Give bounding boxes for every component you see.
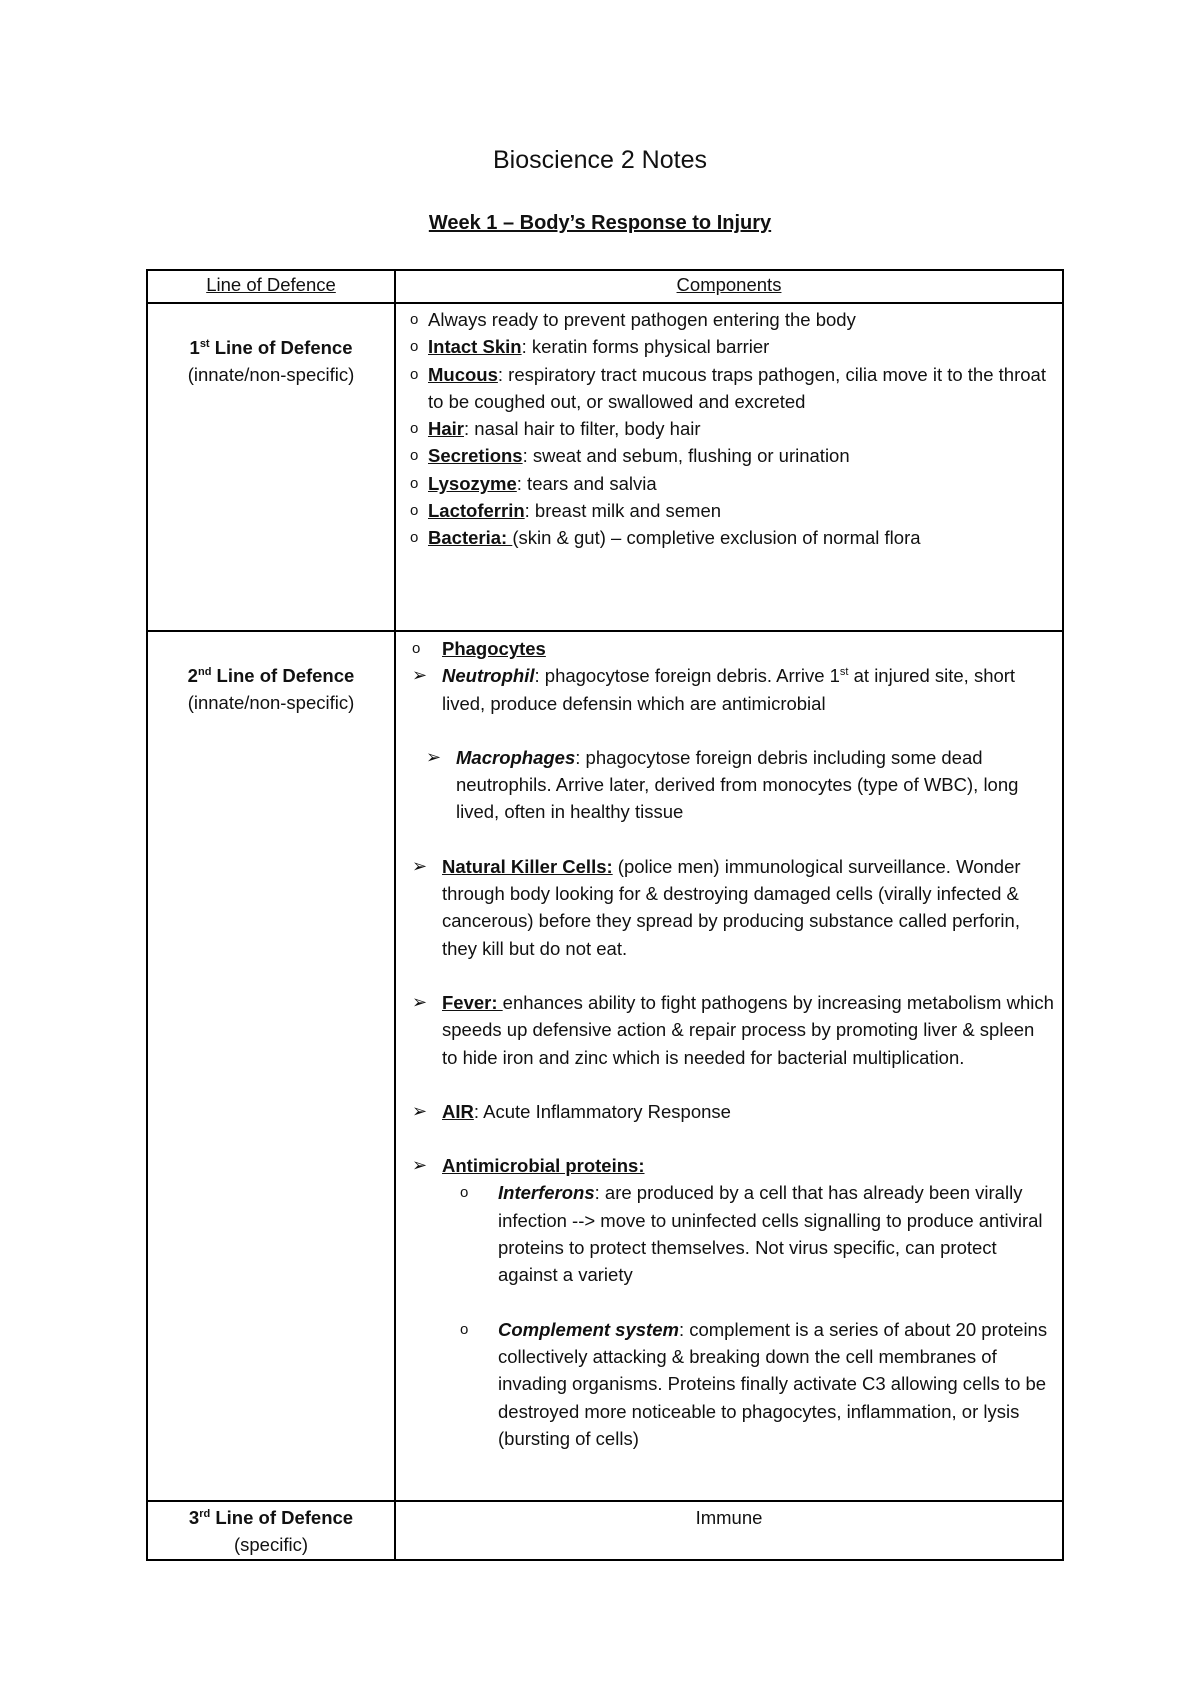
macrophage-term: Macrophages (456, 746, 576, 768)
first-line-item-text: : breast milk and semen (524, 500, 722, 522)
circle-bullet-icon: o (460, 1184, 469, 1202)
circle-bullet-icon: o (410, 311, 419, 328)
first-line-item-text: Always ready to prevent pathogen entering the body (428, 309, 856, 330)
table-row-second-line (147, 631, 1063, 1501)
first-line-list-item (410, 306, 1056, 333)
neutrophil-term: Neutrophil (442, 665, 535, 687)
table-header-row (147, 270, 1063, 303)
arrow-bullet-icon: ➢ (426, 746, 442, 767)
third-line-label: Line of Defence (210, 1507, 354, 1528)
table-row-third-line (147, 1501, 1063, 1560)
third-line-label-cell (147, 1501, 395, 1560)
first-line-list-item (410, 361, 1056, 416)
first-line-item-term: Lactoferrin (428, 500, 525, 522)
phagocytes-heading (412, 635, 1054, 662)
first-line-item-term: Lysozyme (428, 472, 517, 494)
first-line-item-text: : tears and salvia (516, 472, 657, 494)
defence-table (146, 269, 1064, 1561)
macrophage-item (426, 744, 1054, 826)
circle-bullet-icon: o (410, 365, 419, 383)
circle-bullet-icon: o (410, 474, 419, 492)
first-line-item-term: Bacteria: (428, 527, 513, 549)
fever-text: enhances ability to fight pathogens by increasing metabolism which speeds up defensive action & repair process by promoting liver & spleen to hide iron and zinc which is needed for bacterial multiplication. (442, 991, 1054, 1068)
first-line-ordinal: 1 (189, 337, 200, 358)
natural-killer-term: Natural Killer Cells: (442, 855, 613, 877)
arrow-bullet-icon: ➢ (412, 991, 428, 1012)
arrow-bullet-icon: ➢ (412, 1155, 428, 1176)
first-line-list-item (410, 333, 1056, 360)
interferons-item (460, 1179, 1054, 1288)
neutrophil-item (412, 662, 1054, 717)
second-line-label: Line of Defence (211, 665, 355, 686)
document-subtitle: Week 1 – Body’s Response to Injury (428, 212, 772, 234)
natural-killer-text: (police men) immunological surveillance. Wonder through body looking for & destroying damaged cells (virally infected & cancerous) before they spread by producing substance called perforin, they kill but do not eat. (442, 855, 1021, 959)
circle-bullet-icon: o (412, 640, 421, 657)
first-line-item-term: Secretions (428, 445, 523, 467)
third-line-ordinal: 3 (188, 1507, 200, 1528)
first-line-list-item (410, 524, 1056, 551)
header-line-of-defence: Line of Defence (147, 270, 395, 303)
interferons-term: Interferons (498, 1182, 595, 1204)
first-line-item-text: : nasal hair to filter, body hair (464, 418, 701, 440)
first-line-list-item (410, 442, 1056, 469)
first-line-label-cell (147, 303, 395, 631)
first-line-item-text: : sweat and sebum, flushing or urination (522, 445, 850, 467)
first-line-item-text: : respiratory tract mucous traps pathogen, cilia move it to the throat to be coughed out, or swallowed and excreted (428, 363, 1046, 412)
first-line-item-term: Intact Skin (428, 336, 522, 358)
first-line-list-item (410, 497, 1056, 524)
circle-bullet-icon: o (410, 420, 419, 438)
first-line-item-term: Hair (428, 418, 464, 440)
first-line-list (396, 304, 1062, 552)
header-components: Components (395, 270, 1063, 303)
air-item (412, 1098, 1054, 1125)
table-row-first-line (147, 303, 1063, 631)
circle-bullet-icon: o (410, 502, 419, 520)
natural-killer-item (412, 853, 1054, 962)
first-line-sup: st (199, 337, 210, 350)
phagocytes-term: Phagocytes (442, 638, 546, 659)
first-line-list-item (410, 470, 1056, 497)
circle-bullet-icon: o (410, 338, 419, 356)
second-line-content (396, 632, 1062, 1452)
first-line-item-term: Mucous (428, 363, 498, 385)
complement-term: Complement system (498, 1318, 679, 1340)
third-line-components-cell: Immune (395, 1501, 1063, 1560)
air-text: : Acute Inflammatory Response (473, 1100, 731, 1122)
neutrophil-text-a: : phagocytose foreign debris. Arrive 1 (534, 665, 840, 687)
circle-bullet-icon: o (410, 447, 419, 465)
first-line-list-item (410, 415, 1056, 442)
air-term: AIR (442, 1100, 474, 1122)
complement-item (460, 1316, 1054, 1452)
arrow-bullet-icon: ➢ (412, 1100, 428, 1121)
second-line-sup: nd (197, 665, 212, 678)
third-line-sup: rd (199, 1507, 211, 1520)
second-line-type: (innate/non-specific) (187, 692, 355, 714)
antimicrobial-proteins-term: Antimicrobial proteins: (442, 1155, 645, 1177)
macrophage-text: : phagocytose foreign debris including some dead neutrophils. Arrive later, derived from monocytes (type of WBC), long lived, often in healthy tissue (456, 746, 1019, 823)
arrow-bullet-icon: ➢ (412, 665, 428, 686)
first-line-item-text: : keratin forms physical barrier (521, 336, 770, 358)
arrow-bullet-icon: ➢ (412, 855, 428, 876)
document-title: Bioscience 2 Notes (492, 146, 707, 174)
first-line-components-cell (395, 303, 1063, 631)
first-line-type: (innate/non-specific) (187, 364, 355, 386)
complement-text: : complement is a series of about 20 proteins collectively attacking & breaking down the cell membranes of invading organisms. Proteins finally activate C3 allowing cells to be destroyed more noticeable to phagocytes, inflammation, or lysis (bursting of cells) (498, 1318, 1048, 1449)
circle-bullet-icon: o (410, 529, 419, 547)
second-line-label-cell (147, 631, 395, 1501)
second-line-components-cell (395, 631, 1063, 1501)
first-line-label: Line of Defence (209, 337, 353, 358)
fever-term: Fever: (442, 991, 503, 1013)
neutrophil-text-b: at injured site, short lived, produce defensin which are antimicrobial (442, 665, 1016, 714)
second-line-ordinal: 2 (187, 665, 198, 686)
fever-item (412, 989, 1054, 1071)
neutrophil-sup: st (839, 666, 849, 679)
third-line-type: (specific) (233, 1534, 308, 1556)
first-line-item-text: (skin & gut) – completive exclusion of normal flora (512, 527, 921, 549)
interferons-text: : are produced by a cell that has already been virally infection --> move to uninfected cells signalling to produce antiviral proteins to protect themselves. Not virus specific, can protect against a variety (498, 1182, 1043, 1286)
circle-bullet-icon: o (460, 1320, 469, 1338)
antimicrobial-proteins-item (412, 1152, 1054, 1179)
